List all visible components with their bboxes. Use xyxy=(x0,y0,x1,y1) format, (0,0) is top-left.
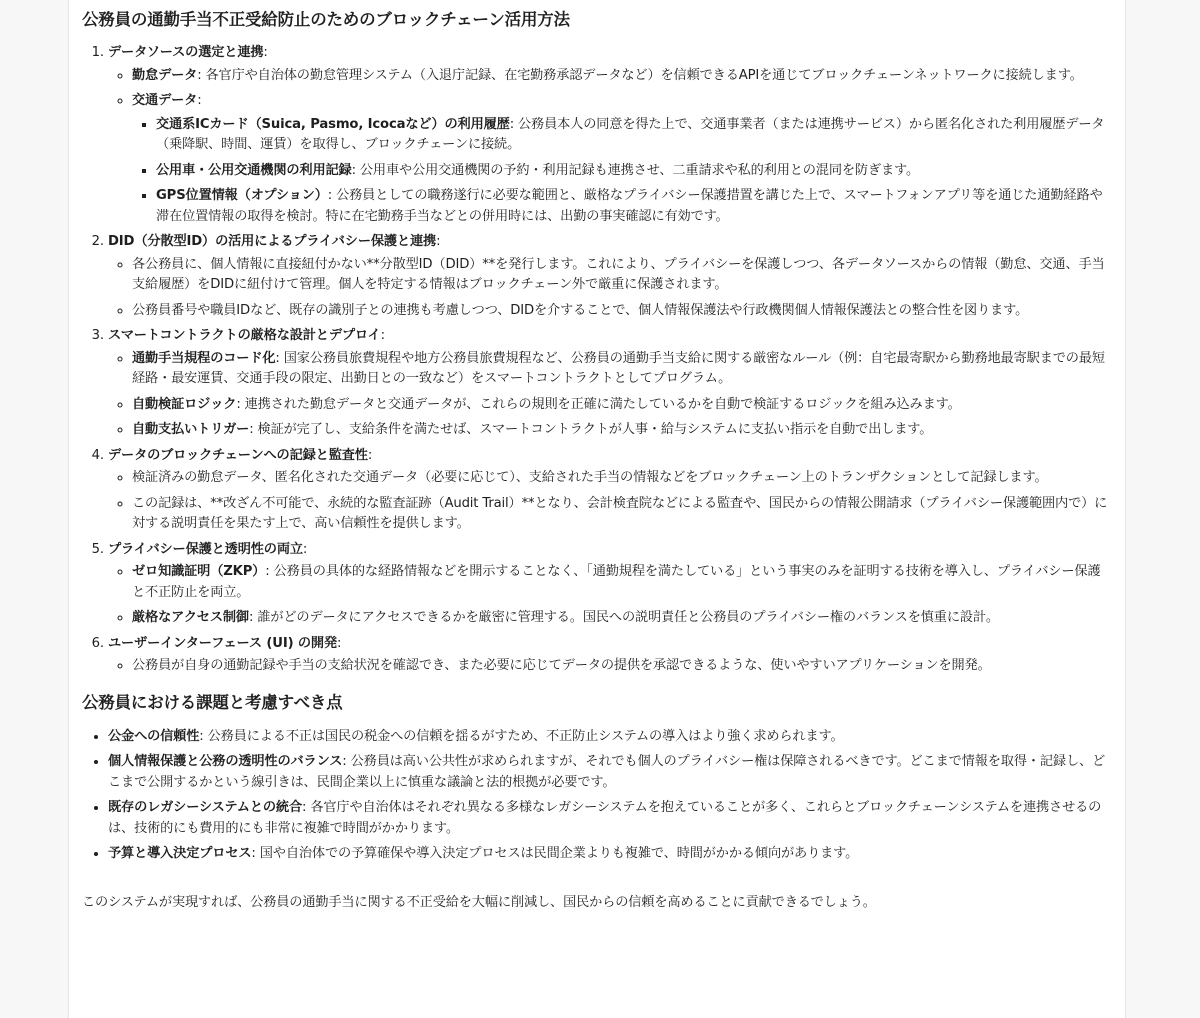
step-sublist xyxy=(108,349,1113,441)
step-heading: ユーザーインターフェース (UI) の開発 xyxy=(108,635,338,651)
item-text: この記録は、**改ざん不可能で、永続的な監査証跡（Audit Trail）**となり、会計検査院などによる監査や、国民からの情報公開請求（プライバシー保護範囲内で）に対する説明責任を果たす上で、高い信頼性を提供します。 xyxy=(132,495,1108,531)
item-text: : 国家公務員旅費規程や地方公務員旅費規程など、公務員の通勤手当支給に関する厳密なルール（例：自宅最寄駅から勤務地最寄駅までの最短経路・最安運賃、交通手段の限定、出勤日との一致など）をスマートコントラクトとしてプログラム。 xyxy=(132,350,1105,386)
list-item xyxy=(132,656,1113,677)
item-label: 厳格なアクセス制御 xyxy=(132,610,249,625)
item-text: 公務員が自身の通勤記録や手当の支給状況を確認でき、また必要に応じてデータの提供を承認できるような、使いやすいアプリケーションを開発。 xyxy=(132,658,991,673)
step-item: 1. データソースの選定と連携: ◦ 勤怠データ: 各官庁や自治体の勤怠管理システム（入退庁記録、在宅勤務承認データなど）を信頼できるAPIを通じてブロックチェーンネットワークに接続します。 ◦ 交通データ: ▪ 交通系ICカード（Suica, Pasmo, Icocaなど）の利用履歴: 公務員本人の同意を得た上で、交通事業者（または連携サービス）から匿名化された利用履歴データ（乗降駅、時間、運賃）を取得し、ブロックチェーンに接続。 ▪ 公用車・公用交通機関の利用記録: 公用車や公用交通機関の予約・利用記録も連携させ、二重請求や私的利用との混同を防ぎます。 ▪ GPS位置情報（オプション）: 公務員としての職務遂行に必要な範囲と、厳格なプライバシー保護措置を講じた上で、スマートフォンアプリ等を通じた通勤経路や滞在位置情報の取得を検討。特に在宅勤務手当などとの併用時には、出勤の事実確認に有効です。 xyxy=(108,43,1113,227)
list-item xyxy=(132,395,1113,416)
item-text: : 各官庁や自治体の勤怠管理システム（入退庁記録、在宅勤務承認データなど）を信頼できるAPIを通じてブロックチェーンネットワークに接続します。 xyxy=(197,67,1083,83)
item-label: 通勤手当規程のコード化 xyxy=(132,350,276,366)
list-item xyxy=(132,608,1113,629)
step-sublist xyxy=(108,656,1113,677)
item-label: 勤怠データ xyxy=(132,67,198,83)
list-item xyxy=(108,844,1113,865)
list-item xyxy=(132,301,1113,322)
issues-list xyxy=(82,727,1113,865)
step-heading: データソースの選定と連携 xyxy=(108,45,264,60)
list-item xyxy=(156,115,1113,156)
steps-list xyxy=(82,43,1113,677)
list-item xyxy=(132,66,1113,87)
step-item: 4. データのブロックチェーンへの記録と監査性: ◦ 検証済みの勤怠データ、匿名化された交通データ（必要に応じて）、支給された手当の情報などをブロックチェーン上のトランザクションとして記録します。 ◦ この記録は、**改ざん不可能で、永続的な監査証跡（Audit Trail）**となり、会計検査院などによる監査や、国民からの情報公開請求（プライバシー保護範囲内で）に対する説明責任を果たす上で、高い信頼性を提供します。 xyxy=(108,446,1113,535)
nested-sublist xyxy=(132,115,1113,228)
item-label: 公金への信頼性 xyxy=(108,728,200,744)
item-label: 交通系ICカード（Suica, Pasmo, Icocaなど）の利用履歴 xyxy=(156,116,510,132)
item-label: 自動支払いトリガー xyxy=(132,422,250,437)
document-page xyxy=(68,0,1126,1018)
item-label: 既存のレガシーシステムとの統合 xyxy=(108,800,302,815)
item-text: : 各官庁や自治体はそれぞれ異なる多様なレガシーシステムを抱えていることが多く、これらとブロックチェーンシステムを連携させるのは、技術的にも費用的にも非常に複雑で時間がかかります。 xyxy=(108,800,1102,836)
item-text: : 公務員としての職務遂行に必要な範囲と、厳格なプライバシー保護措置を講じた上で、スマートフォンアプリ等を通じた通勤経路や滞在位置情報の取得を検討。特に在宅勤務手当などとの併用時には、出勤の事実確認に有効です。 xyxy=(156,188,1103,224)
step-heading: DID（分散型ID）の活用によるプライバシー保護と連携 xyxy=(108,234,437,249)
step-sublist xyxy=(108,562,1113,629)
section-title-issues: 公務員における課題と考慮すべき点 xyxy=(82,692,343,712)
item-text: 公務員番号や職員IDなど、既存の識別子との連携も考慮しつつ、DIDを介することで、個人情報保護法や行政機関個人情報保護法との整合性を図ります。 xyxy=(132,302,1029,318)
item-text: : xyxy=(197,93,202,108)
conclusion-paragraph: このシステムが実現すれば、公務員の通勤手当に関する不正受給を大幅に削減し、国民からの信頼を高めることに貢献できるでしょう。 xyxy=(82,894,876,910)
step-sublist xyxy=(108,255,1113,322)
step-heading: プライバシー保護と透明性の両立 xyxy=(108,541,303,557)
list-item xyxy=(108,727,1113,748)
list-item xyxy=(132,494,1113,535)
list-item xyxy=(132,349,1113,390)
step-item: 2. DID（分散型ID）の活用によるプライバシー保護と連携: ◦ 各公務員に、個人情報に直接紐付かない**分散型ID（DID）**を発行します。これにより、プライバシーを保護しつつ、各データソースからの情報（勤怠、交通、手当支給履歴）をDIDに紐付けて管理。個人を特定する情報はブロックチェーン外で厳重に保護されます。 ◦ 公務員番号や職員IDなど、既存の識別子との連携も考慮しつつ、DIDを介することで、個人情報保護法や行政機関個人情報保護法との整合性を図ります。 xyxy=(108,232,1113,321)
item-text: : 連携された勤怠データと交通データが、これらの規則を正確に満たしているかを自動で検証するロジックを組み込みます。 xyxy=(236,396,961,412)
item-text: : 公務員による不正は国民の税金への信頼を揺るがすため、不正防止システムの導入はより強く求められます。 xyxy=(199,728,844,744)
item-label: 公用車・公用交通機関の利用記録 xyxy=(156,162,352,178)
item-label: 交通データ xyxy=(132,93,198,108)
list-item xyxy=(156,161,1113,182)
step-sublist xyxy=(108,66,1113,228)
item-text: : 誰がどのデータにアクセスできるかを厳密に管理する。国民への説明責任と公務員のプライバシー権のバランスを慎重に設計。 xyxy=(248,610,999,625)
step-heading: スマートコントラクトの厳格な設計とデプロイ xyxy=(108,328,381,343)
step-heading: データのブロックチェーンへの記録と監査性 xyxy=(108,447,368,463)
item-label: ゼロ知識証明（ZKP） xyxy=(132,564,266,579)
step-item: 5. プライバシー保護と透明性の両立: ◦ ゼロ知識証明（ZKP）: 公務員の具体的な経路情報などを開示することなく、「通勤規程を満たしている」という事実のみを証明する技術を導入し、プライバシー保護と不正防止を両立。 ◦ 厳格なアクセス制御: 誰がどのデータにアクセスできるかを厳密に管理する。国民への説明責任と公務員のプライバシー権のバランスを慎重に設計。 xyxy=(108,540,1113,629)
list-item xyxy=(132,91,1113,227)
item-text: : 検証が完了し、支給条件を満たせば、スマートコントラクトが人事・給与システムに支払い指示を自動で出します。 xyxy=(249,422,933,437)
item-text: : 公用車や公用交通機関の予約・利用記録も連携させ、二重請求や私的利用との混同を防ぎます。 xyxy=(351,162,920,178)
step-sublist xyxy=(108,468,1113,535)
item-label: 予算と導入決定プロセス xyxy=(108,846,252,861)
step-item: 6. ユーザーインターフェース (UI) の開発: ◦ 公務員が自身の通勤記録や手当の支給状況を確認でき、また必要に応じてデータの提供を承認できるような、使いやすいアプリケーションを開発。 xyxy=(108,634,1113,677)
item-text: : 公務員の具体的な経路情報などを開示することなく、「通勤規程を満たしている」という事実のみを証明する技術を導入し、プライバシー保護と不正防止を両立。 xyxy=(132,564,1101,600)
section-title-blockchain-methods: 公務員の通勤手当不正受給防止のためのブロックチェーン活用方法 xyxy=(82,10,570,29)
list-item xyxy=(132,420,1113,441)
list-item xyxy=(132,468,1113,489)
list-item xyxy=(108,752,1113,793)
list-item xyxy=(156,186,1113,227)
item-text: : 公務員は高い公共性が求められますが、それでも個人のプライバシー権は保障されるべきです。どこまで情報を取得・記録し、どこまで公開するかという線引きは、民間企業以上に慎重な議論と法的根拠が必要です。 xyxy=(108,754,1106,790)
list-item xyxy=(132,562,1113,603)
item-label: 自動検証ロジック xyxy=(132,396,237,412)
list-item xyxy=(132,255,1113,296)
item-text: 各公務員に、個人情報に直接紐付かない**分散型ID（DID）**を発行します。これにより、プライバシーを保護しつつ、各データソースからの情報（勤怠、交通、手当支給履歴）をDIDに紐付けて管理。個人を特定する情報はブロックチェーン外で厳重に保護されます。 xyxy=(132,256,1105,292)
item-text: : 国や自治体での予算確保や導入決定プロセスは民間企業よりも複雑で、時間がかかる傾向があります。 xyxy=(251,846,859,861)
item-text: : 公務員本人の同意を得た上で、交通事業者（または連携サービス）から匿名化された利用履歴データ（乗降駅、時間、運賃）を取得し、ブロックチェーンに接続。 xyxy=(156,116,1105,152)
item-label: 個人情報保護と公務の透明性のバランス xyxy=(108,754,343,769)
list-item xyxy=(108,798,1113,839)
step-item: 3. スマートコントラクトの厳格な設計とデプロイ: ◦ 通勤手当規程のコード化: 国家公務員旅費規程や地方公務員旅費規程など、公務員の通勤手当支給に関する厳密なルール（例：自宅最寄駅から勤務地最寄駅までの最短経路・最安運賃、交通手段の限定、出勤日との一致など）をスマートコントラクトとしてプログラム。 ◦ 自動検証ロジック: 連携された勤怠データと交通データが、これらの規則を正確に満たしているかを自動で検証するロジックを組み込みます。 ◦ 自動支払いトリガー: 検証が完了し、支給条件を満たせば、スマートコントラクトが人事・給与システムに支払い指示を自動で出します。 xyxy=(108,326,1113,441)
item-text: 検証済みの勤怠データ、匿名化された交通データ（必要に応じて）、支給された手当の情報などをブロックチェーン上のトランザクションとして記録します。 xyxy=(132,470,1048,485)
item-label: GPS位置情報（オプション） xyxy=(156,188,328,203)
